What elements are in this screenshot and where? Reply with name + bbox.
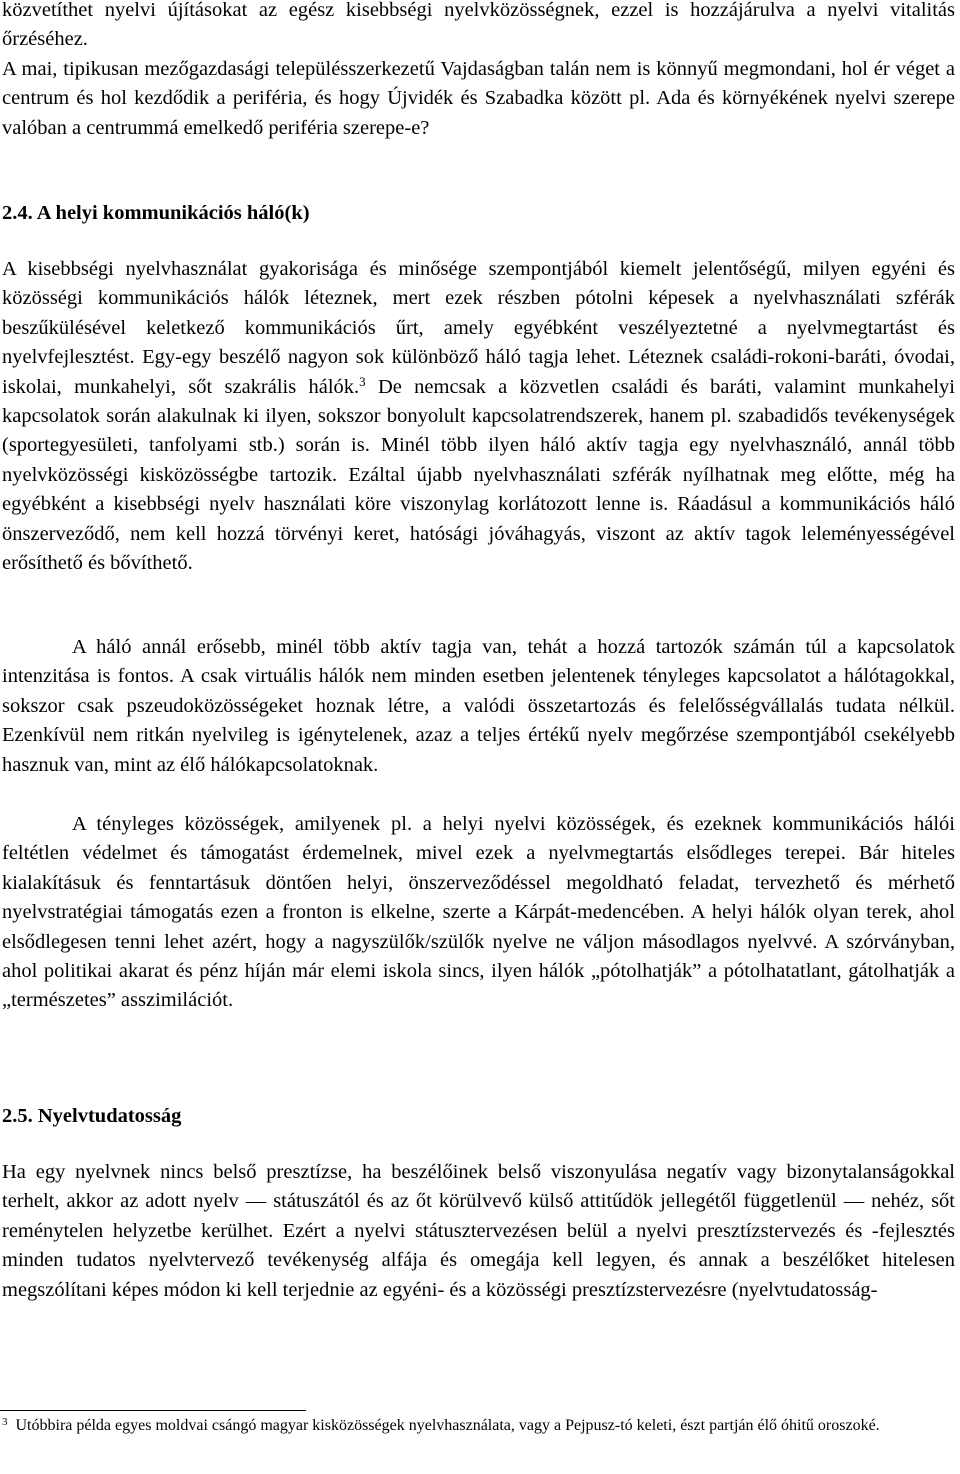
section-2-4-paragraph-3: A tényleges közösségek, amilyenek pl. a helyi nyelvi közösségek, és ezeknek kommunikációs hálói feltétlen védelmet és támogatást érdemelnek, mivel ezek a nyelvmegtartás elsődleges terepei. Bár hiteles kialakításuk és fenntartásuk döntően helyi, önszerveződéssel megoldható feladat, tervezhető és mérhető nyelvstratégiai támogatás ezen a fronton is elkelne, szerte a Kárpát-medencében. A helyi hálók olyan terek, ahol elsődlegesen tenni lehet azért, hogy a nagyszülők/szülők nyelve ne váljon másodlagos nyelvvé. A szórványban, ahol politikai akarat és pénz híján már elemi iskola sincs, ilyen hálók „pótolhatják” a pótolhatatlant, gátolhatják a „természetes” asszimilációt. — [2, 813, 955, 1012]
section-2-5-paragraph-1: Ha egy nyelvnek nincs belső presztízse, ha beszélőinek belső viszonyulása negatív vagy bizonytalanságokkal terhelt, akkor az adott nyelv — státuszától és az őt körülvevő külső attitűdök jellegétől függetlenül — nehéz, sőt reménytelen helyzetbe kerülhet. Ezért a nyelvi státusztervezésen belül a nyelvi presztízstervezés és -fejlesztés minden tudatos nyelvtervező tevékenység alfája és omegája kell legyen, és annak a beszélőket hitelesen megszólítani képes módon ki kell terjednie az egyéni- és a közösségi presztízstervezésre (nyelvtudatosság- — [2, 1161, 955, 1301]
section-2-4-paragraph-1 — [2, 255, 955, 578]
paragraph-text-continued: De nemcsak a közvetlen családi és baráti, valamint munkahelyi kapcsolatok során alakulnak ki ilyen, sokszor bonyolult kapcsolatrendszerek, hanem pl. szabadidős tevékenységek (sportegyesületi, tanfolyami stb.) során is. Minél több ilyen háló aktív tagja egy nyelvhasználó, annál több nyelvközösségi kisközösségbe tartozik. Ezáltal újabb nyelvhasználati szférák nyílhatnak meg előtte, még ha egyébként a kisebbségi nyelv használati köre viszonylag korlátozott lenne is. Ráadásul a kommunikációs háló önszerveződő, nem kell hozzá törvényi keret, hatósági jóváhagyás, viszont az aktív tagok leleményességével erősíthető és bővíthető. — [2, 375, 955, 575]
intro-text-rest: A mai, tipikusan mezőgazdasági településszerkezetű Vajdaságban talán nem is könnyű megmondani, hol ér véget a centrum és hol kezdődik a periféria, és hogy Újvidék és Szabadka között pl. Ada és környékének nyelvi szerepe valóban a centrummá emelkedő periféria szerepe-e? — [2, 57, 955, 139]
footnote-reference[interactable]: 3 — [359, 373, 366, 389]
footnote-text: Utóbbira példa egyes moldvai csángó magyar kisközösségek nyelvhasználata, vagy a Pejpusz-tó keleti, észt partján élő óhitű oroszoké. — [15, 1417, 880, 1434]
footnote-separator — [0, 1410, 306, 1411]
paragraph-text: A kisebbségi nyelvhasználat gyakorisága és minősége szempontjából kiemelt jelentőségű, milyen egyéni és közösségi kommunikációs hálók léteznek, mert ezek részben pótolni képesek a nyelvhasználati szférák beszűkülésével keletkező kommunikációs űrt, amely egyébként veszélyeztetné a nyelvmegtartást és nyelvfejlesztést. Egy-egy beszélő nagyon sok különböző háló tagja lehet. Léteznek családi-rokoni-baráti, óvodai, iskolai, munkahelyi, sőt szakrális hálók. — [2, 258, 955, 398]
intro-text-line1: közvetíthet nyelvi újításokat az egész kisebbségi nyelvközösségnek, ezzel is hozzájárulva a nyelvi vitalitás őrzéséhez. — [2, 0, 955, 51]
intro-paragraph — [2, 0, 955, 143]
footnote-mark: 3 — [2, 1416, 8, 1428]
footnote — [2, 1413, 955, 1439]
section-heading-2-5: 2.5. Nyelvtudatosság — [2, 1105, 182, 1127]
section-2-4-paragraph-2: A háló annál erősebb, minél több aktív tagja van, tehát a hozzá tartozók számán túl a kapcsolatok intenzitása is fontos. A csak virtuális hálók nem minden esetben jelentenek tényleges kapcsolatot a hálótagokkal, sokszor csak pszeudoközösségeket hoznak létre, a valódi összetartozás és felelősségvállalás tudata nélkül. Ezenkívül nem ritkán nyelvileg is igénytelenek, azaz a teljes értékű nyelv megőrzése szempontjából csekélyebb hasznuk van, mint az élő hálókapcsolatoknak. — [2, 636, 955, 776]
section-heading-2-4: 2.4. A helyi kommunikációs háló(k) — [2, 202, 310, 224]
